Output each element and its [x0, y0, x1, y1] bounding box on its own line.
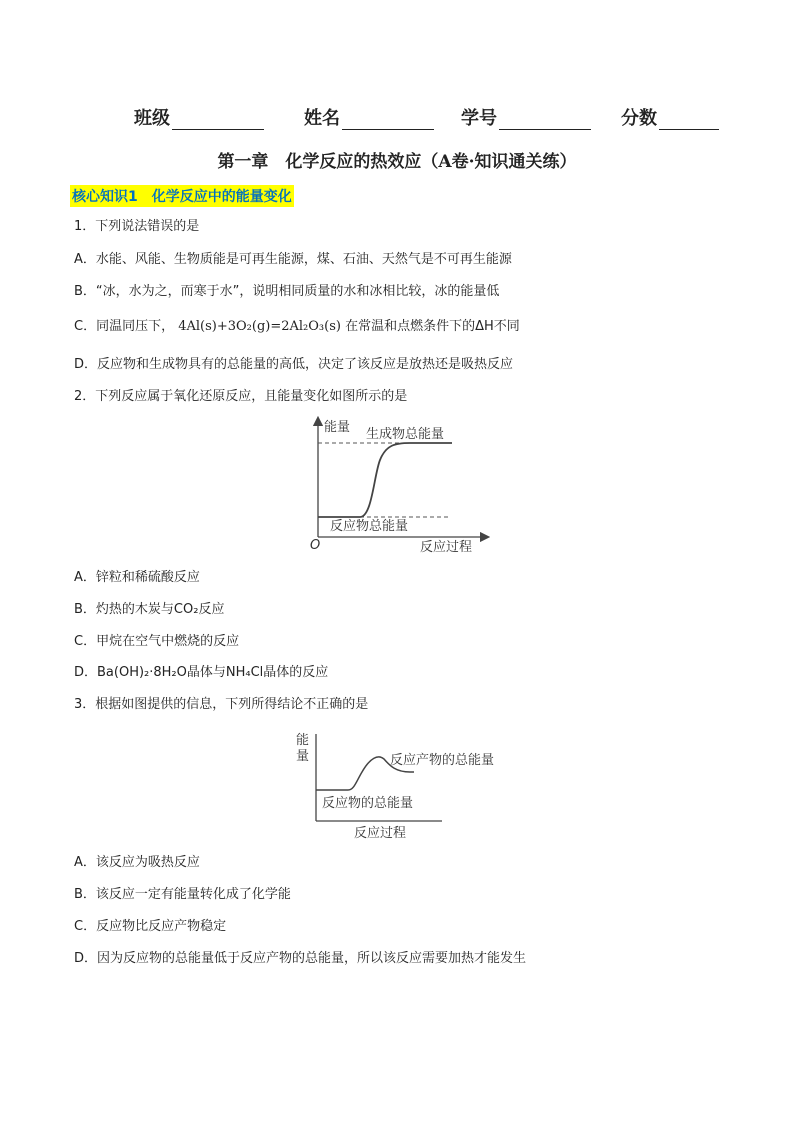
x-axis-label: 反应过程	[354, 826, 407, 840]
product-energy-label: 生成物总能量	[366, 427, 445, 442]
question-3-option-a: A．该反应为吸热反应	[74, 855, 200, 870]
question-1-option-c	[74, 318, 520, 336]
student-id-label: 学号	[461, 108, 497, 129]
name-field[interactable]	[304, 104, 434, 130]
section-title: 核心知识1 化学反应中的能量变化	[70, 185, 294, 207]
product-energy-label: 反应产物的总能量	[390, 753, 495, 768]
page-title: 第一章 化学反应的热效应（A卷·知识通关练）	[217, 152, 577, 172]
question-3-option-d: D．因为反应物的总能量低于反应产物的总能量，所以该反应需要加热才能发生	[74, 951, 527, 966]
origin-label: O	[310, 538, 321, 553]
reactant-energy-label: 反应物总能量	[330, 519, 409, 534]
question-3-stem: 3．根据如图提供的信息，下列所得结论不正确的是	[74, 697, 369, 712]
question-1-option-b: B．“冰，水为之，而寒于水”，说明相同质量的水和冰相比较，冰的能量低	[74, 284, 500, 299]
y-axis-label: 能量	[324, 420, 351, 435]
class-field[interactable]	[134, 104, 264, 130]
name-label: 姓名	[304, 108, 340, 129]
x-axis-label: 反应过程	[420, 540, 473, 555]
question-3-option-b: B．该反应一定有能量转化成了化学能	[74, 887, 291, 902]
reaction-equation: 4Al(s)+3O₂(g)=2Al₂O₃(s)	[178, 319, 341, 334]
question-2-option-c: C．甲烷在空气中燃烧的反应	[74, 634, 240, 649]
question-1-option-d: D．反应物和生成物具有的总能量的高低，决定了该反应是放热还是吸热反应	[74, 357, 514, 372]
score-blank[interactable]	[659, 109, 719, 130]
student-id-blank[interactable]	[499, 109, 591, 130]
question-2-option-a: A．锌粒和稀硫酸反应	[74, 570, 200, 585]
energy-curve	[318, 443, 452, 517]
name-blank[interactable]	[342, 109, 434, 130]
score-label: 分数	[621, 108, 657, 129]
class-label: 班级	[134, 108, 170, 129]
y-axis-label-bottom: 量	[296, 749, 310, 764]
reactant-energy-label: 反应物的总能量	[322, 796, 414, 811]
question-1-option-a: A．水能、风能、生物质能是可再生能源，煤、石油、天然气是不可再生能源	[74, 252, 512, 267]
question-2-option-d: D．Ba(OH)₂·8H₂O晶体与NH₄Cl晶体的反应	[74, 665, 329, 680]
option-c-suffix: 在常温和点燃条件下的ΔH不同	[345, 319, 520, 334]
y-axis-label-top: 能	[296, 733, 310, 748]
question-3-option-c: C．反应物比反应产物稳定	[74, 919, 227, 934]
option-c-prefix: C．同温同压下，	[74, 319, 175, 334]
question-1-stem: 1．下列说法错误的是	[74, 219, 200, 234]
energy-diagram-1	[300, 415, 490, 555]
student-id-field[interactable]	[461, 104, 591, 130]
class-blank[interactable]	[172, 109, 264, 130]
question-2-option-b: B．灼热的木炭与CO₂反应	[74, 602, 225, 617]
score-field[interactable]	[621, 104, 719, 130]
energy-diagram-2	[292, 724, 512, 840]
question-2-stem: 2．下列反应属于氧化还原反应，且能量变化如图所示的是	[74, 389, 408, 404]
